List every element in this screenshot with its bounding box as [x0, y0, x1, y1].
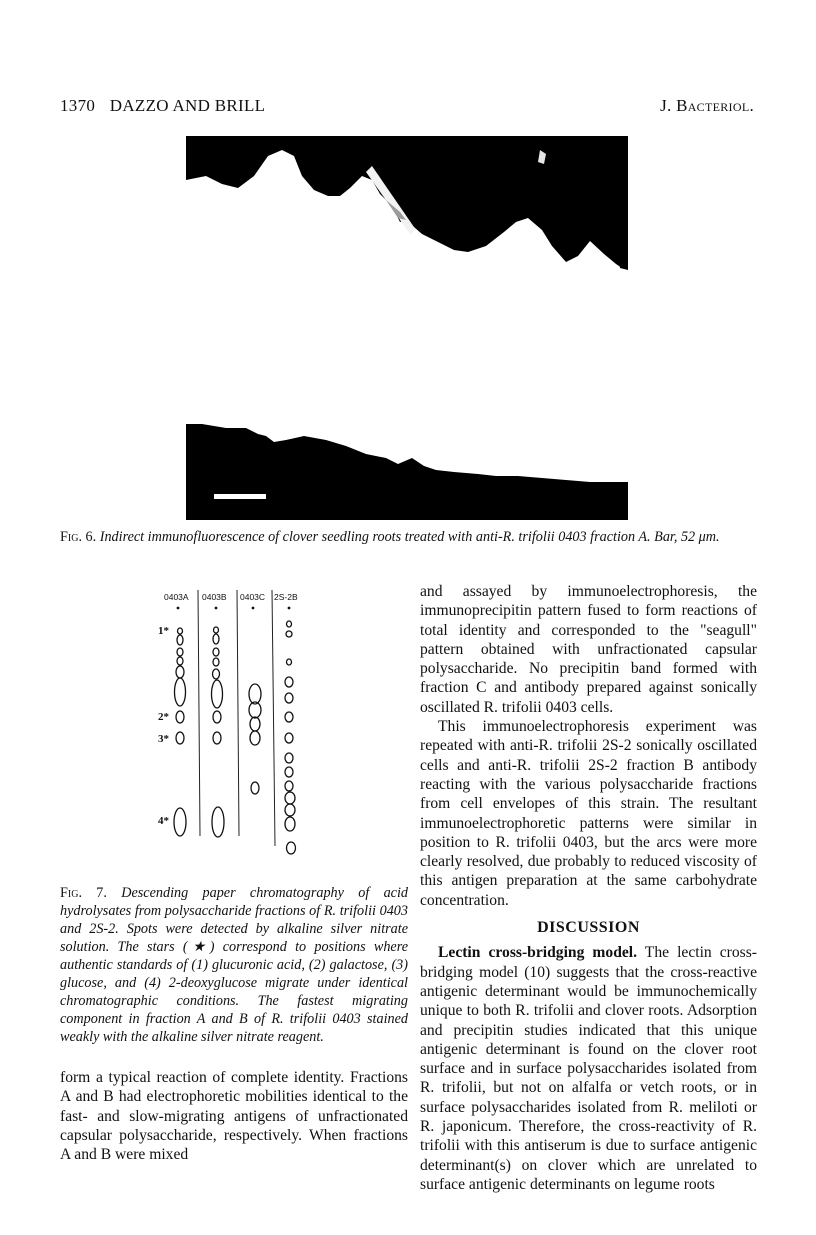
- chromatogram-figure: [148, 586, 316, 878]
- left-paragraph-1: form a typical reaction of complete identity. Fractions A and B had electrophoretic mobilities identical to the fast- and slow-migrating antigens of unfractionated capsular polysaccharide, respectively. When fractions A and B were mixed: [60, 1069, 408, 1164]
- root-silhouette-top: [186, 136, 628, 268]
- marker-4: 4*: [158, 815, 169, 827]
- lane-label-0403B: 0403B: [202, 592, 227, 602]
- right-paragraph-2: This immunoelectrophoresis experiment was repeated with anti-R. trifolii 2S-2 sonically oscillated cells and anti-R. trifolii 2S-2 fraction B antibody reacting with the various polysaccharide fractions from cell envelopes of this strain. The resultant immunoelectrophoretic patterns were similar in position to R. trifolii 0403, but the arcs were more clearly resolved, due probably to reduced viscosity of this antigen preparation at the same carbohydrate concentration.: [420, 718, 757, 909]
- right-column: [420, 582, 757, 1194]
- run-in-heading: Lectin cross-bridging model.: [438, 944, 638, 962]
- marker-2: 2*: [158, 711, 169, 723]
- left-column: [60, 1068, 408, 1164]
- marker-3: 3*: [158, 733, 169, 745]
- figure-6-caption-text: Indirect immunofluorescence of clover seedling roots treated with anti-R. trifolii 0403 fraction A. Bar, 52 μm.: [99, 529, 720, 545]
- right-paragraph-3-text: The lectin cross-bridging model (10) suggests that the cross-reactive antigenic determinant would be immunochemically unique to both R. trifolii and clover roots. Adsorption and precipitin studies indicated that this unique antigenic determinant is found on the clover root surface and in surface polysaccharides isolated from R. trifolii, but not on alfalfa or vetch roots, or in surface polysaccharides isolated from R. meliloti or R. japonicum. Therefore, the cross-reactivity of R. trifolii with this antiserum is due to surface antigenic determinant(s) on clover which are unrelated to surface antigenic determinants on legume roots: [420, 944, 758, 1193]
- figure-7-caption: [60, 884, 408, 1046]
- figure-6-label: Fig. 6.: [60, 529, 97, 545]
- lane-label-0403C: 0403C: [240, 592, 266, 602]
- lane-label-0403A: 0403A: [164, 592, 189, 602]
- figure-7-caption-text: Descending paper chromatography of acid hydrolysates from polysaccharide fractions of R. trifolii 0403 and 2S-2. Spots were detected by alkaline silver nitrate solution. The stars (★) correspond to positions where authentic standards of (1) glucuronic acid, (2) galactose, (3) glucose, and (4) 2-deoxyglucose migrate under identical chromatographic conditions. The fastest migrating component in fraction A and B of R. trifolii 0403 stained weakly with the alkaline silver nitrate reagent.: [60, 885, 408, 1045]
- running-header-left: [60, 96, 265, 116]
- lane-label-2S-2B: 2S-2B: [274, 592, 298, 602]
- figure-6-caption: [60, 528, 757, 546]
- immunofluorescence-micrograph: [186, 136, 628, 520]
- right-paragraph-1: and assayed by immunoelectrophoresis, the immunoprecipitin pattern fused to form reactions of total identity and corresponded to the "seagull" pattern obtained with unfractionated capsular polysaccharide. No precipitin band formed with fraction C and antibody prepared against sonically oscillated R. trifolii 0403 cells.: [420, 583, 757, 716]
- scale-bar: [214, 494, 266, 499]
- section-heading-discussion: DISCUSSION: [537, 919, 640, 937]
- root-silhouette-bottom: [186, 424, 628, 520]
- figure-7-label: Fig. 7.: [60, 885, 107, 901]
- page-number: 1370: [60, 96, 96, 115]
- running-authors: DAZZO AND BRILL: [109, 96, 266, 115]
- right-paragraph-3: [420, 943, 757, 1194]
- journal-name: J. Bacteriol.: [660, 96, 754, 115]
- marker-1: 1*: [158, 625, 169, 637]
